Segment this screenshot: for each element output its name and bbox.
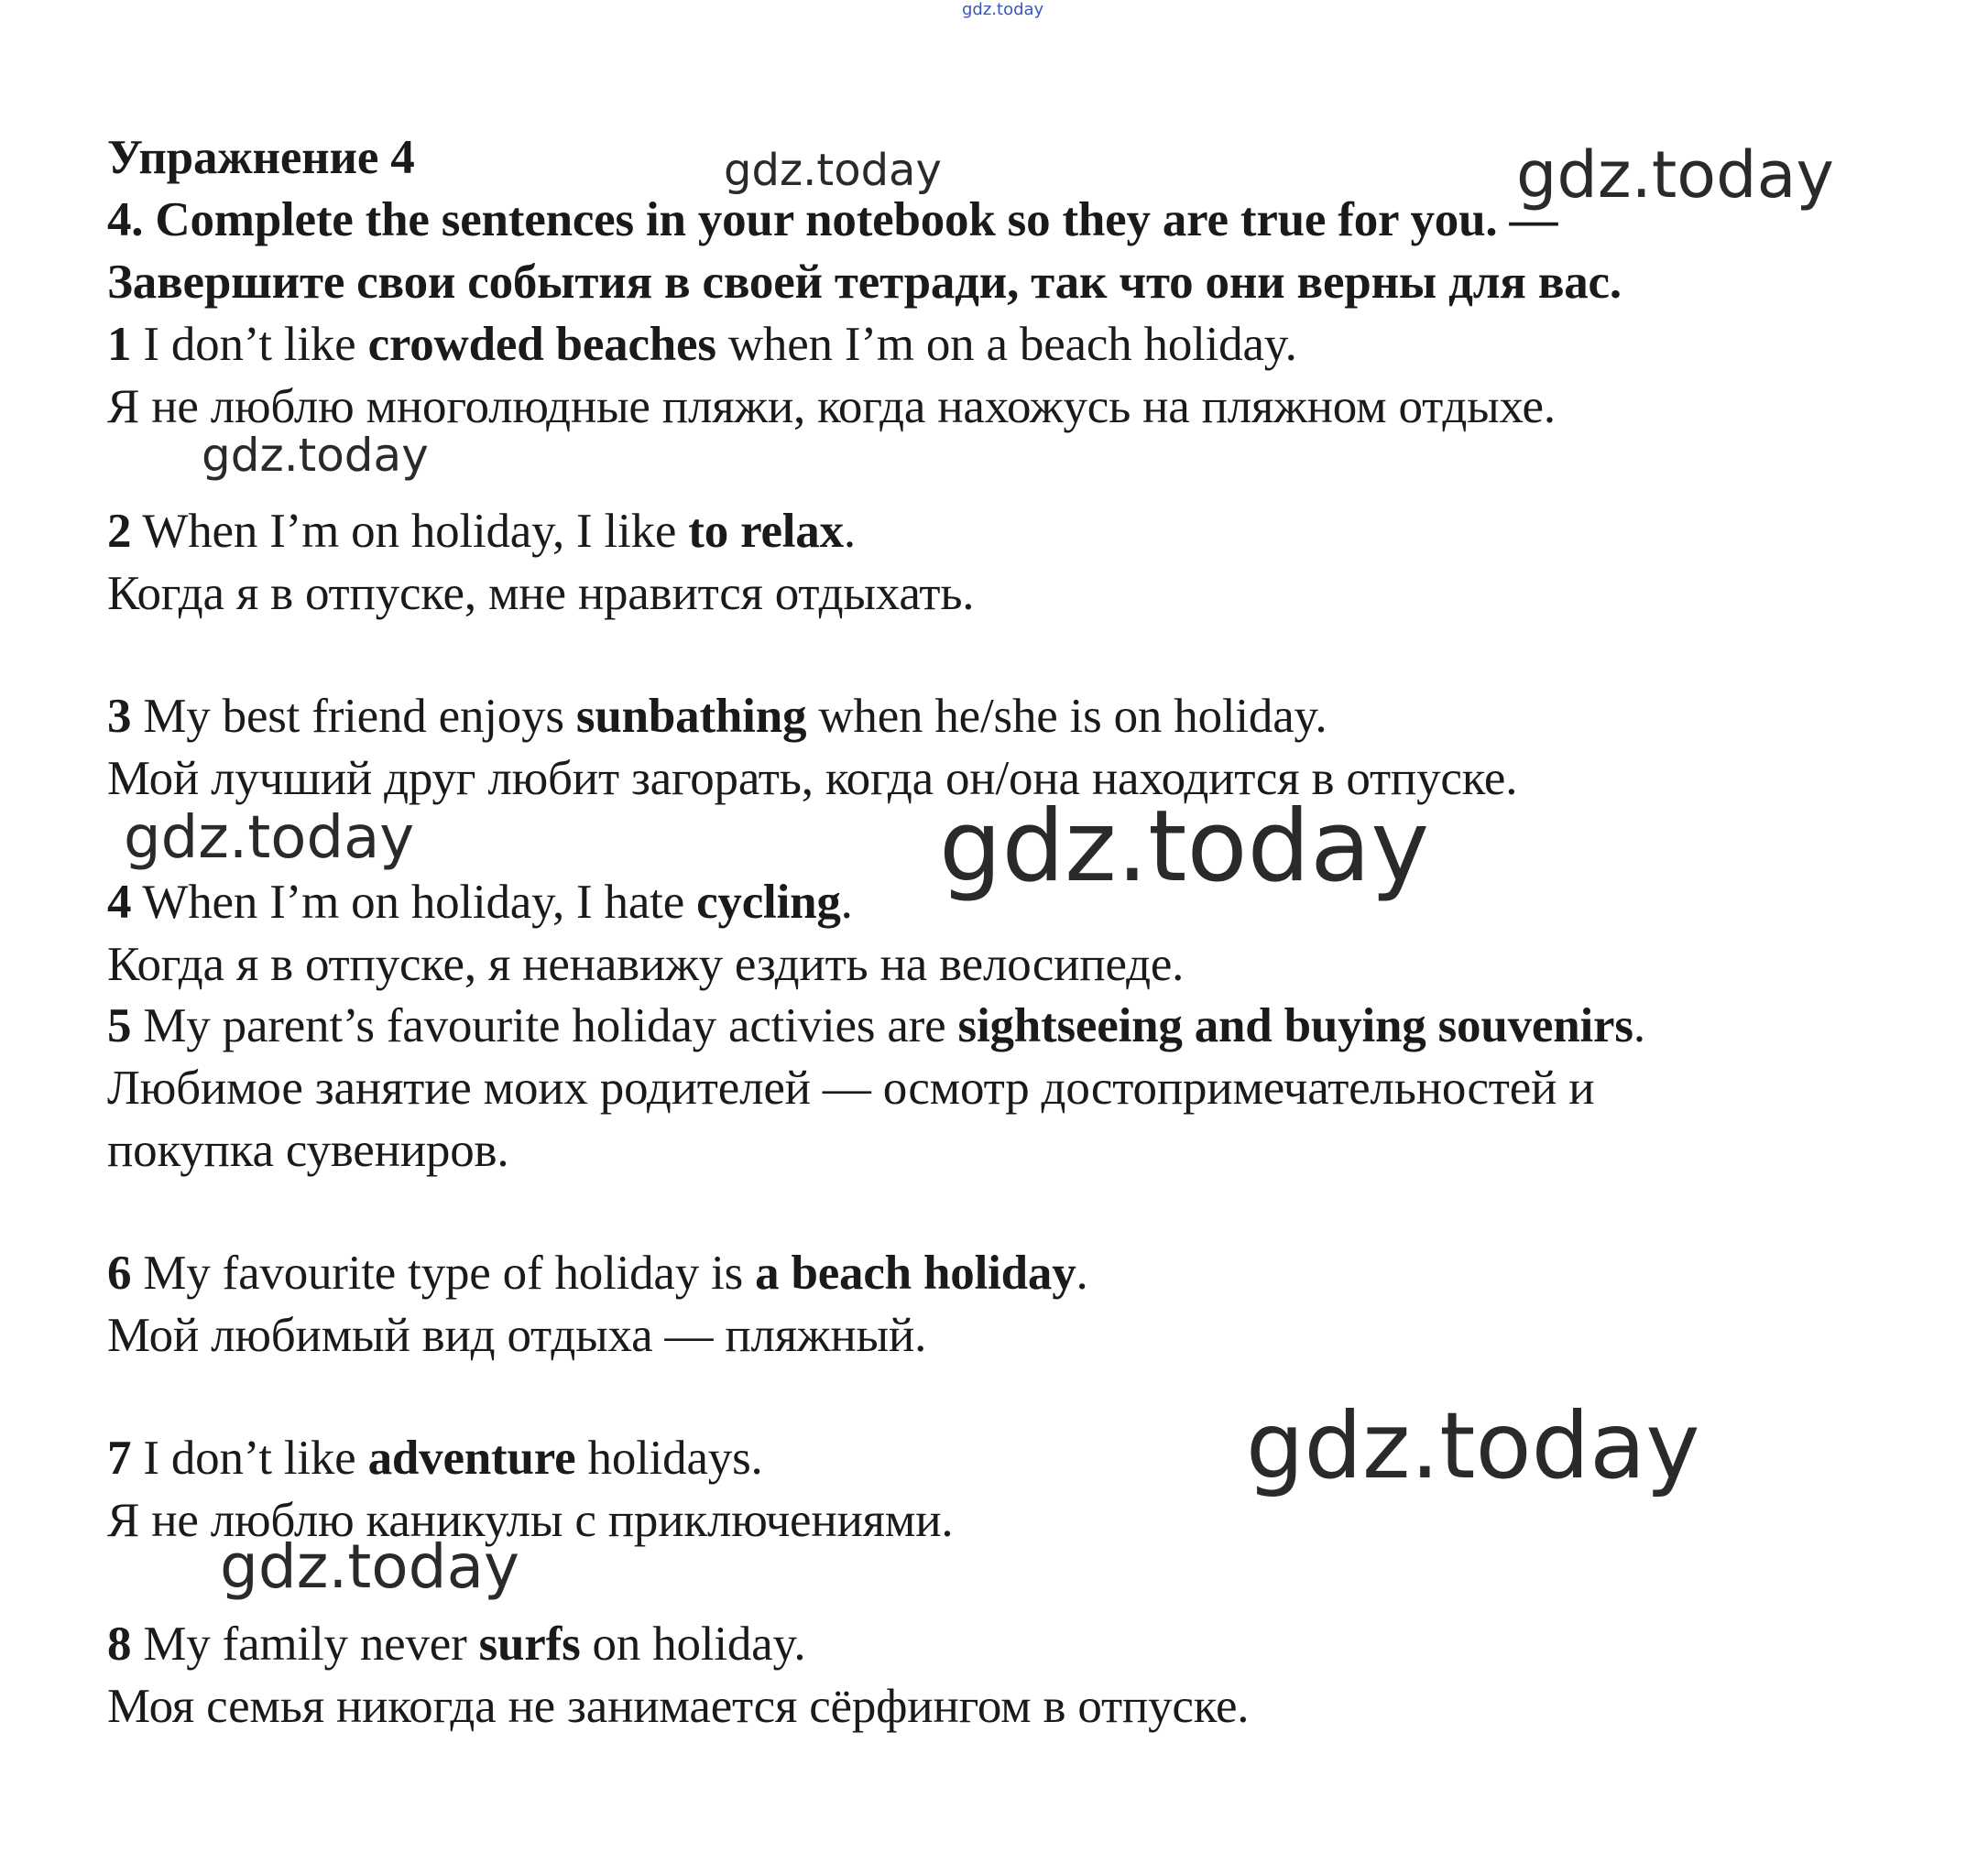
- watermark: gdz.today: [724, 145, 942, 196]
- answer-text: to relax: [688, 505, 844, 558]
- sentence-text: .: [843, 505, 856, 558]
- sentence-5-ru: Любимое занятие моих родителей — осмотр достопримечательностей и: [107, 1062, 1595, 1115]
- answer-text: crowded beaches: [367, 318, 716, 371]
- sentence-text: My favourite type of holiday is: [131, 1247, 756, 1300]
- sentence-8-ru: Моя семья никогда не занимается сёрфингом в отпуске.: [107, 1680, 1250, 1733]
- sentence-number: 2: [107, 505, 132, 558]
- task-instruction-en: 4. Complete the sentences in your notebook so they are true for you. —: [107, 193, 1558, 246]
- sentence-text: when he/she is on holiday.: [806, 690, 1327, 743]
- sentence-text: My family never: [131, 1618, 479, 1671]
- task-instruction-ru: Завершите свои события в своей тетради, так что они верны для вас.: [107, 256, 1622, 309]
- sentence-text: When I’m on holiday, I hate: [131, 876, 697, 929]
- watermark: gdz.today: [202, 429, 429, 482]
- watermark: gdz.today: [1246, 1392, 1700, 1499]
- sentence-number: 1: [107, 318, 132, 371]
- sentence-7-en: [107, 1431, 763, 1486]
- watermark-top: gdz.today: [962, 0, 1044, 19]
- sentence-6-en: [107, 1246, 1088, 1301]
- sentence-text: on holiday.: [580, 1618, 806, 1671]
- answer-text: sunbathing: [575, 690, 807, 743]
- sentence-text: I don’t like: [131, 1432, 368, 1485]
- answer-text: cycling: [696, 876, 841, 929]
- sentence-text: holidays.: [575, 1432, 763, 1485]
- sentence-number: 7: [107, 1432, 132, 1485]
- sentence-text: .: [1076, 1247, 1088, 1300]
- sentence-7-ru: Я не люблю каникулы с приключениями.: [107, 1494, 954, 1547]
- sentence-1-en: [107, 317, 1297, 372]
- sentence-text: .: [1633, 999, 1645, 1052]
- sentence-text: when I’m on a beach holiday.: [715, 318, 1297, 371]
- watermark: gdz.today: [220, 1531, 520, 1602]
- sentence-text: When I’m on holiday, I like: [131, 505, 689, 558]
- sentence-number: 4: [107, 876, 132, 929]
- sentence-4-en: [107, 875, 853, 930]
- sentence-3-ru: Мой лучший друг любит загорать, когда он/она находится в отпуске.: [107, 752, 1518, 805]
- sentence-number: 6: [107, 1247, 132, 1300]
- sentence-number: 3: [107, 690, 132, 743]
- sentence-4-ru: Когда я в отпуске, я ненавижу ездить на велосипеде.: [107, 938, 1185, 991]
- answer-text: surfs: [478, 1618, 581, 1671]
- sentence-3-en: [107, 689, 1327, 744]
- answer-text: a beach holiday: [755, 1247, 1076, 1300]
- sentence-5-ru-continued: покупка сувениров.: [107, 1124, 509, 1177]
- watermark: gdz.today: [939, 790, 1430, 904]
- sentence-number: 8: [107, 1618, 132, 1671]
- sentence-1-ru: Я не люблю многолюдные пляжи, когда нахожусь на пляжном отдыхе.: [107, 380, 1556, 433]
- sentence-text: My parent’s favourite holiday activies are: [131, 999, 958, 1052]
- exercise-heading: Упражнение 4: [107, 131, 415, 184]
- sentence-number: 5: [107, 999, 132, 1052]
- answer-text: sightseeing and buying souvenirs: [957, 999, 1633, 1052]
- sentence-2-en: [107, 504, 856, 559]
- sentence-text: .: [840, 876, 853, 929]
- sentence-text: My best friend enjoys: [131, 690, 576, 743]
- sentence-text: I don’t like: [131, 318, 368, 371]
- sentence-2-ru: Когда я в отпуске, мне нравится отдыхать.: [107, 567, 975, 620]
- sentence-5-en: [107, 998, 1645, 1053]
- sentence-6-ru: Мой любимый вид отдыха — пляжный.: [107, 1309, 927, 1362]
- watermark: gdz.today: [1516, 137, 1834, 212]
- answer-text: adventure: [367, 1432, 576, 1485]
- sentence-8-en: [107, 1617, 805, 1672]
- watermark: gdz.today: [124, 804, 415, 872]
